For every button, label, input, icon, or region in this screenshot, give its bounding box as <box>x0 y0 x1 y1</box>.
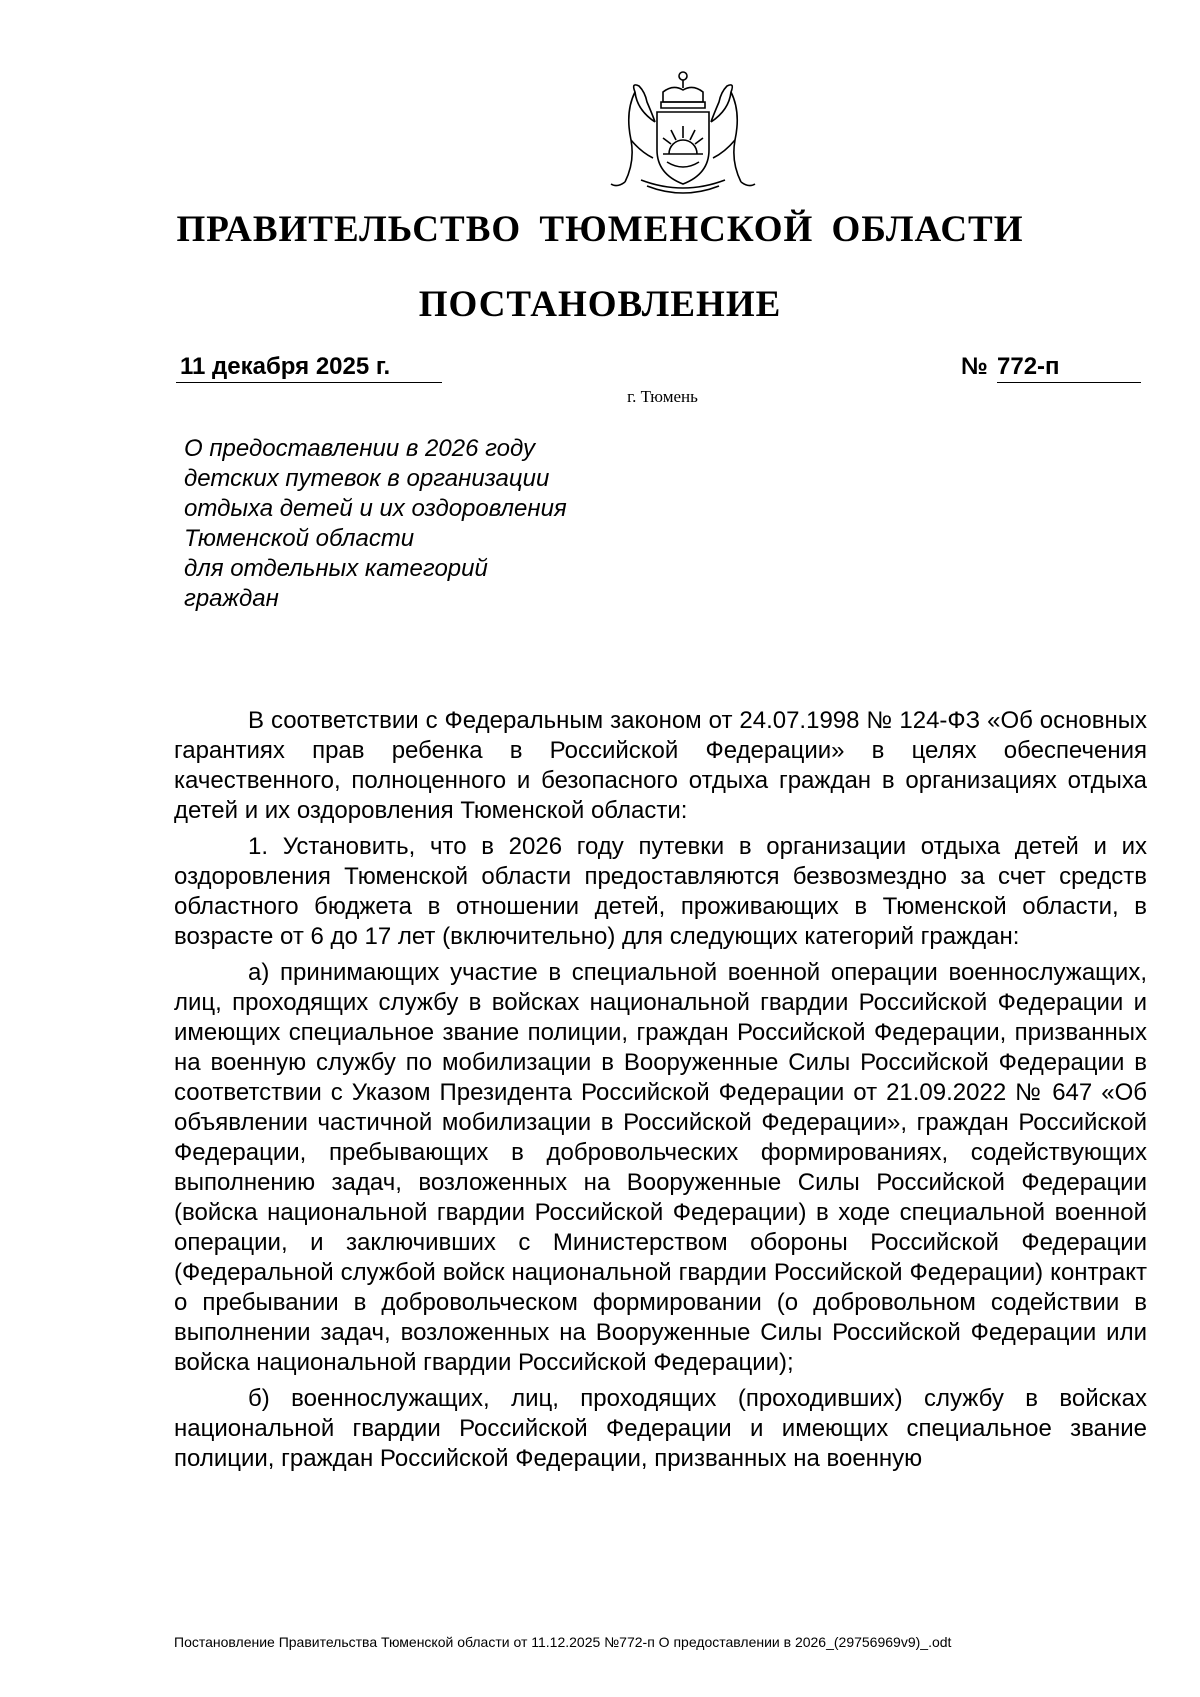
subject-line: О предоставлении в 2026 году <box>184 435 535 462</box>
body-paragraph: а) принимающих участие в специальной военной операции военнослужащих, лиц, проходящих службу в войсках национальной гвардии Российской Федерации и имеющих специальное звание полиции, граждан Российской Федерации, призванных на военную службу по мобилизации в Вооруженные Силы Российской Федерации в соответствии с Указом Президента Российской Федерации от 21.09.2022 № 647 «Об объявлении частичной мобилизации в Российской Федерации», граждан Российской Федерации, пребывающих в добровольческих формированиях, содействующих выполнению задач, возложенных на Вооруженные Силы Российской Федерации (войска национальной гвардии Российской Федерации) в ходе специальной военной операции, и заключивших с Министерством обороны Российской Федерации (Федеральной службой войск национальной гвардии Российской Федерации) контракт о пребывании в добровольческом формировании (о добровольном содействии в выполнении задач, возложенных на Вооруженные Силы Российской Федерации или войска национальной гвардии Российской Федерации); <box>174 959 1147 1376</box>
subject-line: детских путевок в организации <box>184 465 550 492</box>
page-footer: Постановление Правительства Тюменской области от 11.12.2025 №772-п О предоставлении в 2026_(29756969v9)_.odt <box>174 1634 952 1650</box>
document-date: 11 декабря 2025 г. <box>176 352 442 383</box>
document-subject <box>184 434 567 614</box>
document-body <box>174 706 1147 1480</box>
subject-line: для отдельных категорий <box>184 555 488 582</box>
organization-title: ПРАВИТЕЛЬСТВО ТЮМЕНСКОЙ ОБЛАСТИ <box>176 209 1024 250</box>
number-sign: № <box>961 353 988 380</box>
document-number: 772-п <box>997 352 1141 383</box>
subject-line: отдыха детей и их оздоровления <box>184 495 567 522</box>
document-type: ПОСТАНОВЛЕНИЕ <box>418 284 782 325</box>
body-paragraph: 1. Установить, что в 2026 году путевки в организации отдыха детей и их оздоровления Тюменской области предоставляются безвозмездно за счет средств областного бюджета в отношении детей, проживающих в Тюменской области, в возрасте от 6 до 17 лет (включительно) для следующих категорий граждан: <box>174 833 1147 950</box>
city-label: г. Тюмень <box>627 387 698 406</box>
body-paragraph: б) военнослужащих, лиц, проходящих (проходивших) службу в войсках национальной гвардии Российской Федерации и имеющих специальное звание полиции, граждан Российской Федерации, призванных на военную <box>174 1385 1147 1472</box>
document-number-block <box>961 352 1141 383</box>
coat-of-arms-icon <box>601 62 765 196</box>
subject-line: Тюменской области <box>184 525 415 552</box>
body-paragraph: В соответствии с Федеральным законом от 24.07.1998 № 124-ФЗ «Об основных гарантиях прав ребенка в Российской Федерации» в целях обеспечения качественного, полноценного и безопасного отдыха граждан в организациях отдыха детей и их оздоровления Тюменской области: <box>174 707 1147 824</box>
subject-line: граждан <box>184 585 279 612</box>
